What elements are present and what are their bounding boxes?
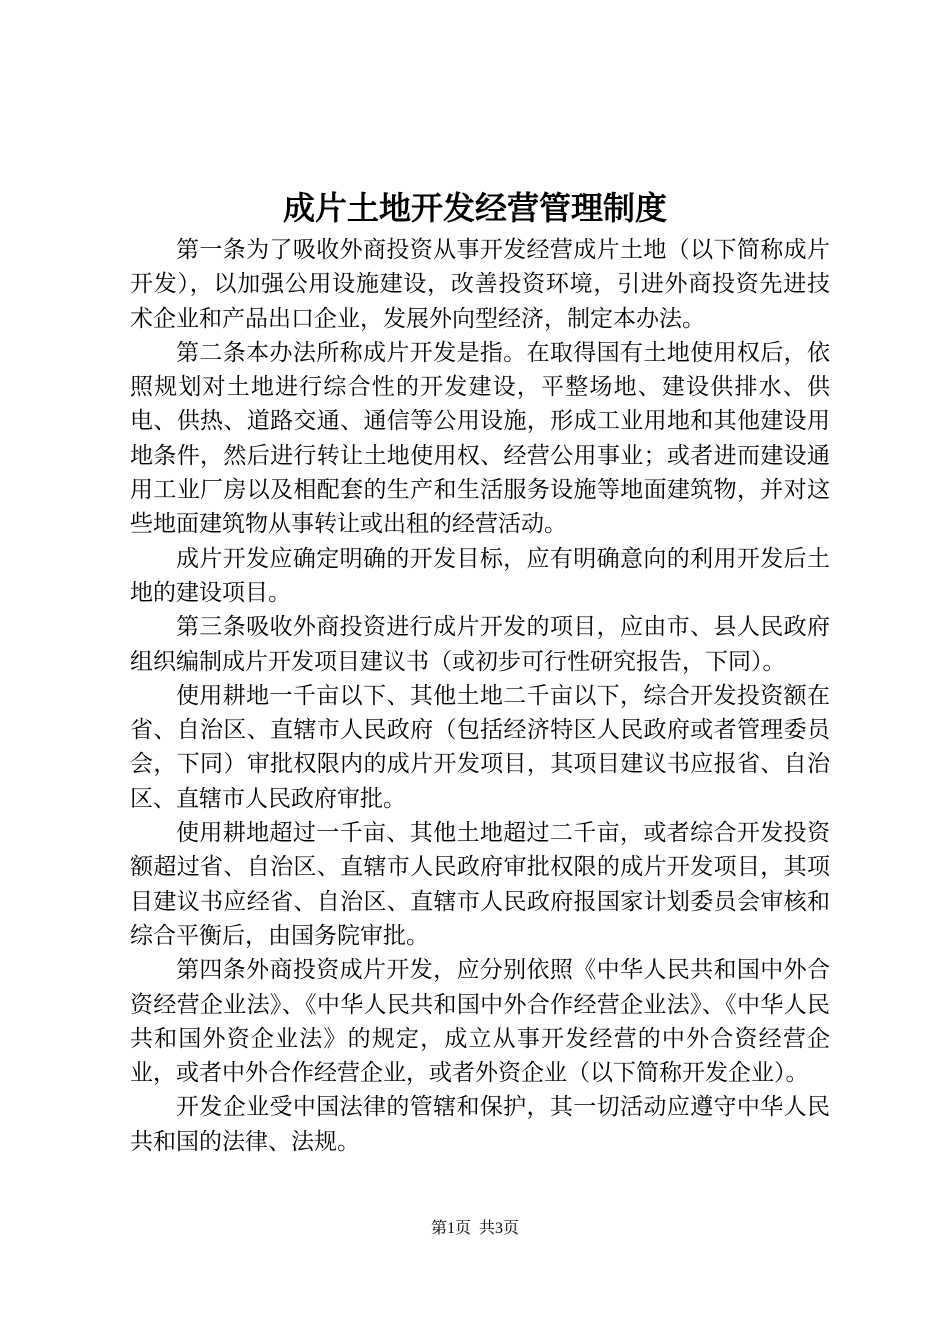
- paragraph-legal-jurisdiction: 开发企业受中国法律的管辖和保护，其一切活动应遵守中华人民共和国的法律、法规。: [130, 1094, 830, 1155]
- paragraph-article-1: 第一条为了吸收外商投资从事开发经营成片土地（以下简称成片开发），以加强公用设施建设，改善投资环境，引进外商投资先进技术企业和产品出口企业，发展外向型经济，制定本办法。: [130, 237, 830, 332]
- document-body: [130, 233, 830, 1159]
- paragraph-article-3: 第三条吸收外商投资进行成片开发的项目，应由市、县人民政府组织编制成片开发项目建议书（或初步可行性研究报告，下同）。: [130, 614, 830, 675]
- page-footer: [0, 1218, 950, 1240]
- paragraph-article-4: 第四条外商投资成片开发，应分别依照《中华人民共和国中外合资经营企业法》、《中华人民共和国中外合作经营企业法》、《中华人民共和国外资企业法》的规定，成立从事开发经营的中外合资经营企业，或者中外合作经营企业，或者外资企业（以下简称开发企业）。: [130, 957, 830, 1087]
- paragraph-state-approval: 使用耕地超过一千亩、其他土地超过二千亩，或者综合开发投资额超过省、自治区、直辖市人民政府审批权限的成片开发项目，其项目建议书应经省、自治区、直辖市人民政府报国家计划委员会审核和综合平衡后，由国务院审批。: [130, 820, 830, 949]
- paragraph-development-goal: 成片开发应确定明确的开发目标，应有明确意向的利用开发后土地的建设项目。: [130, 545, 830, 606]
- page-total: 共3页: [479, 1220, 520, 1237]
- document-title: 成片土地开发经营管理制度: [282, 189, 667, 227]
- page-number: 第1页: [430, 1220, 471, 1237]
- paragraph-provincial-approval: 使用耕地一千亩以下、其他土地二千亩以下，综合开发投资额在省、自治区、直辖市人民政府（包括经济特区人民政府或者管理委员会，下同）审批权限内的成片开发项目，其项目建议书应报省、自治区、直辖市人民政府审批。: [130, 682, 830, 812]
- paragraph-article-2: 第二条本办法所称成片开发是指。在取得国有土地使用权后，依照规划对土地进行综合性的开发建设，平整场地、建设供排水、供电、供热、道路交通、通信等公用设施，形成工业用地和其他建设用地条件，然后进行转让土地使用权、经营公用事业；或者进而建设通用工业厂房以及相配套的生产和生活服务设施等地面建筑物，并对这些地面建筑物从事转让或出租的经营活动。: [130, 339, 830, 538]
